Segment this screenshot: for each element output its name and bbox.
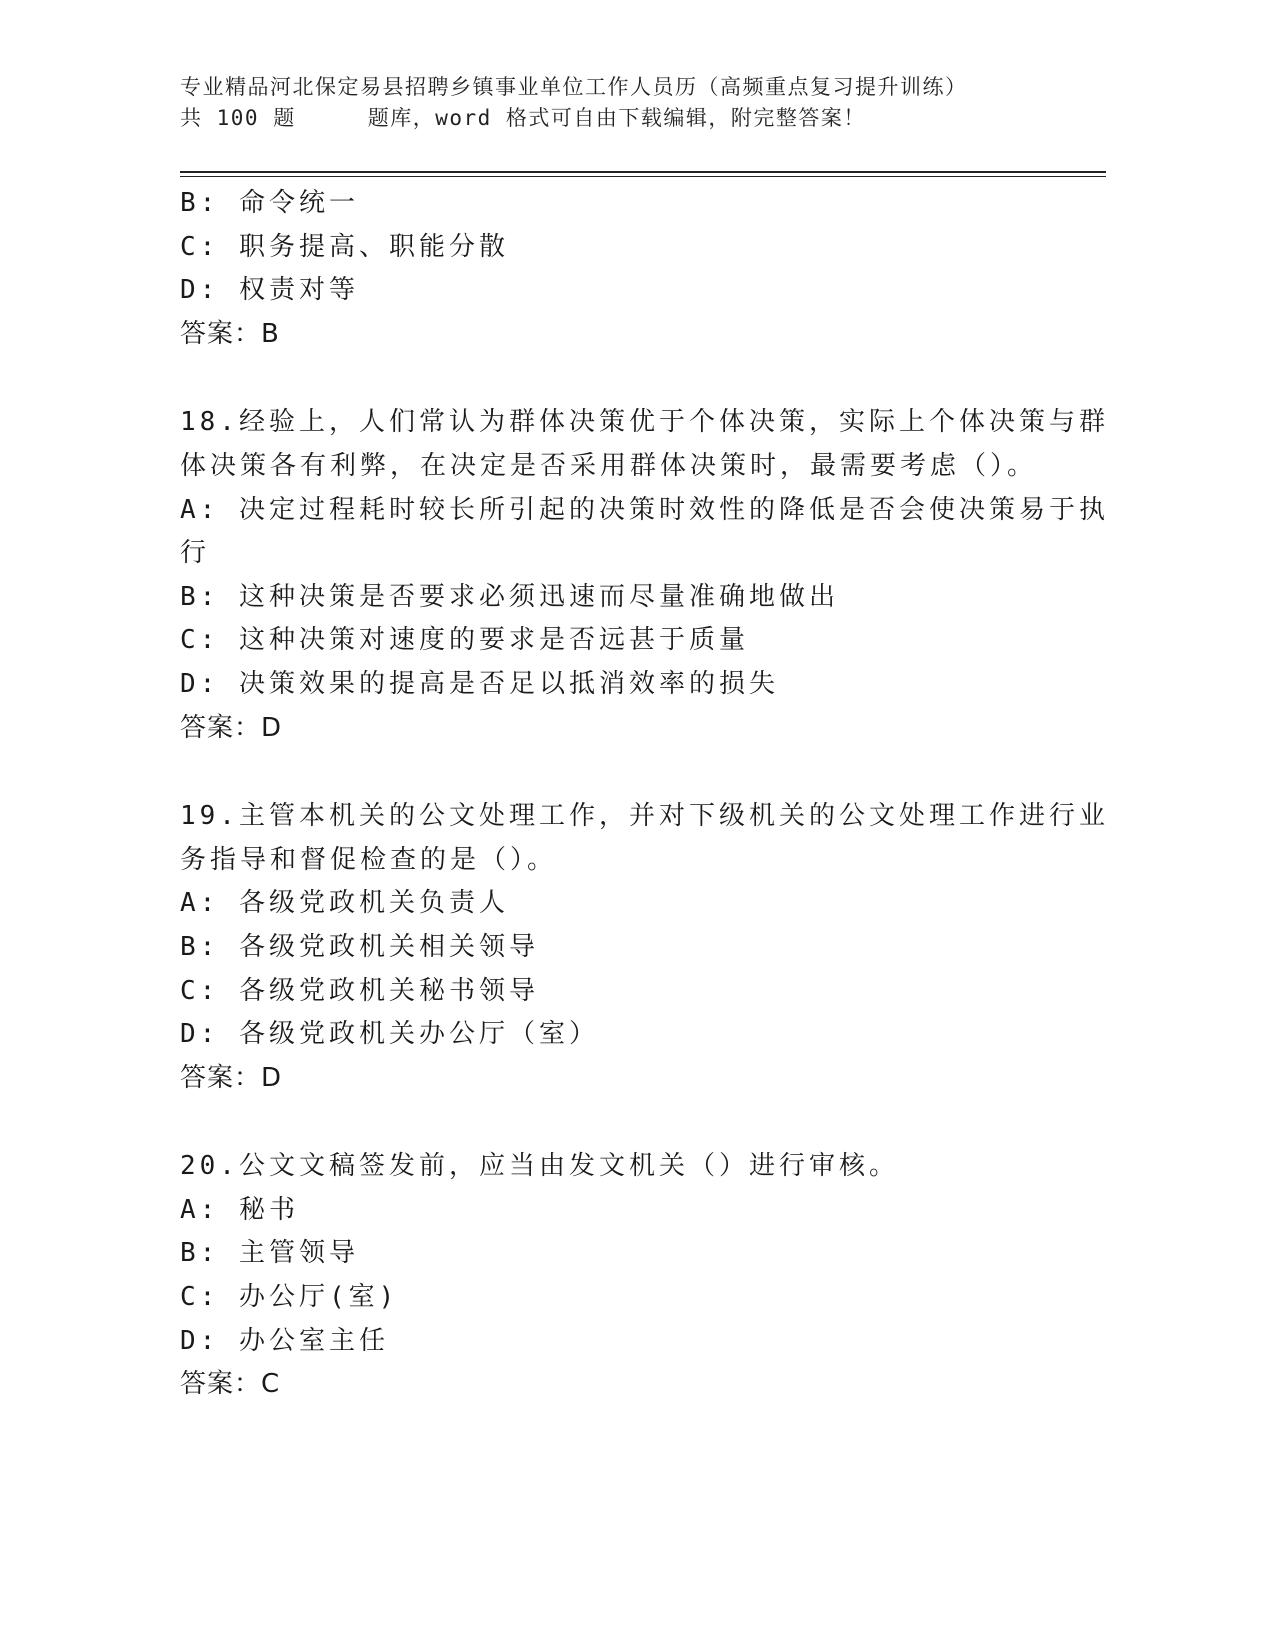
question-19 <box>180 795 1109 1100</box>
header-divider-thin <box>180 176 1106 177</box>
header-description: 题库，word 格式可自由下载编辑，附完整答案！ <box>367 106 866 130</box>
option-b: B: 这种决策是否要求必须迅速而尽量准确地做出 <box>180 581 839 612</box>
option-a: A: 各级党政机关负责人 <box>180 888 509 919</box>
header-subtitle-line <box>180 103 1080 134</box>
answer-value: D <box>261 1062 283 1093</box>
answer-line: 答案：D <box>180 1062 283 1093</box>
option-c: C: 这种决策对速度的要求是否远甚于质量 <box>180 625 749 656</box>
header-title-line: 专业精品河北保定易县招聘乡镇事业单位工作人员历（高频重点复习提升训练） <box>180 75 968 99</box>
question-stem-line: 18.经验上，人们常认为群体决策优于个体决策，实际上个体决策与群 <box>180 407 1109 438</box>
header-question-count: 共 100 题 <box>180 106 296 130</box>
option-a: A: 决定过程耗时较长所引起的决策时效性的降低是否会使决策易于执 <box>180 494 1109 525</box>
answer-value: C <box>261 1369 281 1400</box>
answer-value: D <box>261 712 283 743</box>
option-b: B: 各级党政机关相关领导 <box>180 931 539 962</box>
option-d: D: 决策效果的提高是否足以抵消效率的损失 <box>180 668 779 699</box>
question-18 <box>180 401 1109 750</box>
answer-line: 答案：D <box>180 712 283 743</box>
question-content <box>180 182 1109 1407</box>
question-stem-line: 19.主管本机关的公文处理工作，并对下级机关的公文处理工作进行业 <box>180 801 1109 832</box>
question-stem-line: 20.公文文稿签发前，应当由发文机关（）进行审核。 <box>180 1151 899 1182</box>
answer-line: 答案：C <box>180 1369 281 1400</box>
question-stem-line: 务指导和督促检查的是（）。 <box>180 844 558 875</box>
question-20 <box>180 1145 1040 1407</box>
option-a: A: 秘书 <box>180 1194 299 1225</box>
question-stem-line: 体决策各有利弊，在决定是否采用群体决策时，最需要考虑（）。 <box>180 450 1038 481</box>
page-header <box>180 72 1080 134</box>
option-c: C: 职务提高、职能分散 <box>180 231 509 262</box>
answer-value: B <box>261 318 280 349</box>
option-b: B: 主管领导 <box>180 1238 359 1269</box>
option-d: D: 办公室主任 <box>180 1325 389 1356</box>
option-d: D: 各级党政机关办公厅（室） <box>180 1019 599 1050</box>
option-d: D: 权责对等 <box>180 275 359 306</box>
option-c: C: 各级党政机关秘书领导 <box>180 975 539 1006</box>
option-a-continuation: 行 <box>180 538 211 569</box>
question-17-tail <box>180 182 1040 356</box>
answer-line: 答案：B <box>180 318 280 349</box>
header-divider-thick <box>180 171 1106 173</box>
option-b: B: 命令统一 <box>180 188 359 218</box>
option-c: C: 办公厅(室) <box>180 1282 399 1313</box>
